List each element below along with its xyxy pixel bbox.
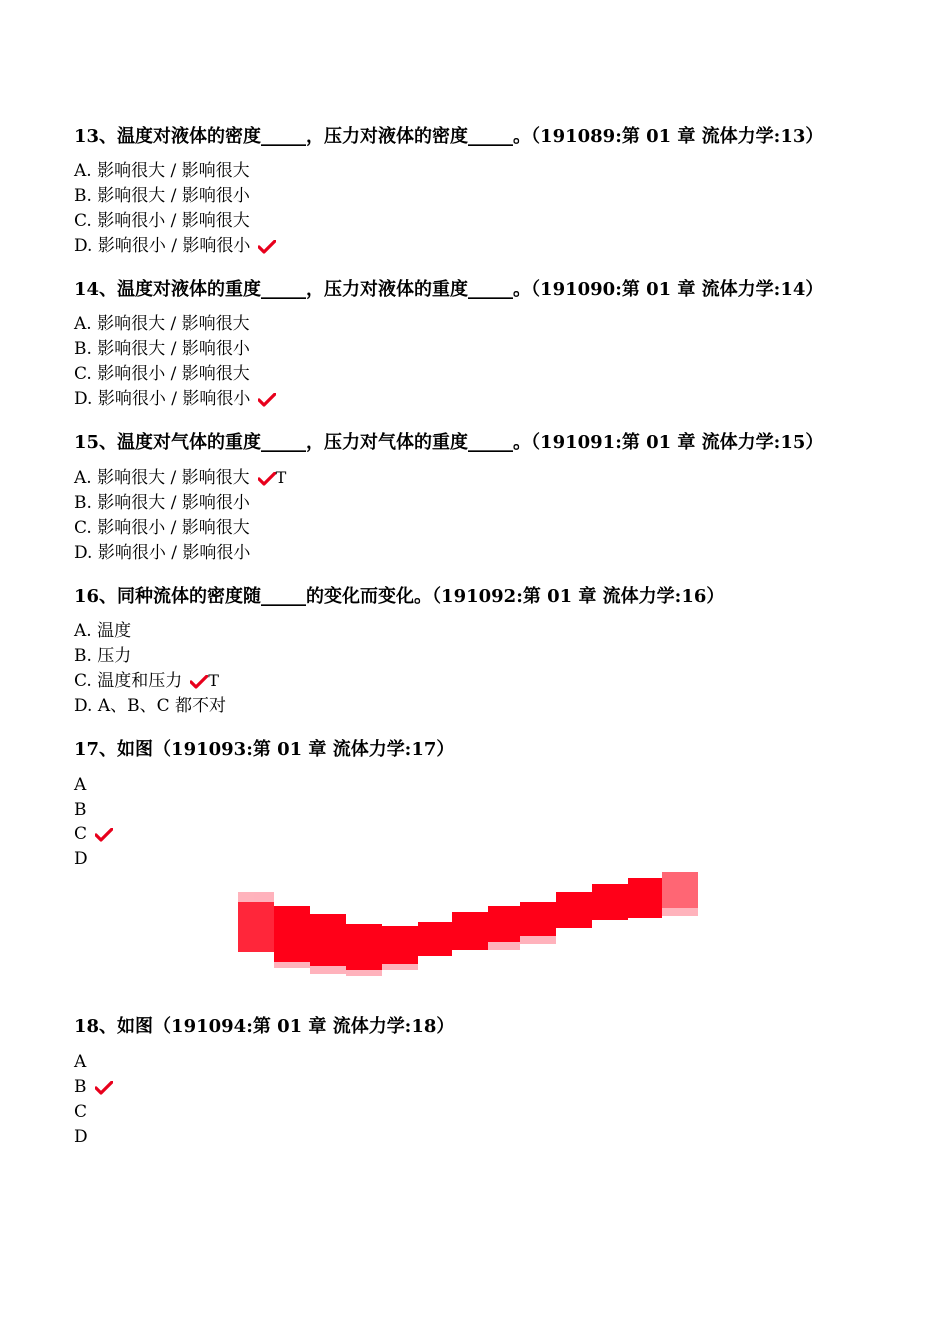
question-16-option-b bbox=[74, 644, 131, 668]
question-16-option-a bbox=[74, 619, 131, 643]
answer-mark: T bbox=[208, 671, 219, 690]
answer-mark: T bbox=[275, 468, 287, 487]
question-16-option-d bbox=[74, 694, 226, 718]
option-text: C bbox=[74, 824, 88, 844]
question-13-title: 13、温度对液体的密度_____，压力对液体的密度_____。（191089:第 01 章 流体力学:13） bbox=[74, 126, 824, 147]
question-17-option-c bbox=[74, 822, 113, 849]
option-text: D. 影响很小 / 影响很小 bbox=[74, 389, 251, 409]
option-text: D. A、B、C 都不对 bbox=[74, 696, 227, 716]
question-18-option-d bbox=[74, 1125, 88, 1149]
question-15-option-a bbox=[74, 466, 286, 493]
question-15-title: 15、温度对气体的重度_____，压力对气体的重度_____。（191091:第 01 章 流体力学:15） bbox=[74, 432, 824, 453]
question-17-option-a bbox=[74, 773, 86, 797]
red-checkmark-icon bbox=[258, 237, 276, 261]
question-14-option-c bbox=[74, 362, 250, 386]
option-text: C. 温度和压力 bbox=[74, 671, 183, 691]
question-14-option-b bbox=[74, 337, 250, 361]
question-18-title: 18、如图（191094:第 01 章 流体力学:18） bbox=[74, 1016, 455, 1037]
question-17-option-b bbox=[74, 798, 87, 822]
option-text: B. 压力 bbox=[74, 646, 132, 666]
red-checkmark-icon bbox=[258, 390, 276, 414]
option-text: B. 影响很大 / 影响很小 bbox=[74, 339, 250, 359]
option-text: C. 影响很小 / 影响很大 bbox=[74, 211, 250, 231]
option-text: B bbox=[74, 1077, 87, 1097]
question-13-option-c bbox=[74, 209, 250, 233]
option-text: D. 影响很小 / 影响很小 bbox=[74, 543, 251, 563]
option-text: B bbox=[74, 800, 87, 820]
question-13-option-b bbox=[74, 184, 250, 208]
red-checkmark-icon bbox=[95, 1078, 113, 1102]
question-16-option-c bbox=[74, 669, 219, 696]
option-text: D bbox=[74, 849, 88, 869]
option-text: C. 影响很小 / 影响很大 bbox=[74, 518, 250, 538]
question-15-option-b bbox=[74, 491, 250, 515]
red-checkmark-icon bbox=[190, 672, 208, 696]
option-text: B. 影响很大 / 影响很小 bbox=[74, 493, 250, 513]
option-text: D. 影响很小 / 影响很小 bbox=[74, 236, 251, 256]
option-text: D bbox=[74, 1127, 88, 1147]
option-text: A. 温度 bbox=[74, 621, 132, 641]
option-text: A bbox=[74, 775, 87, 795]
large-red-checkmark-icon bbox=[236, 870, 700, 982]
question-15-option-d bbox=[74, 541, 250, 565]
red-checkmark-icon bbox=[258, 469, 276, 493]
option-text: A bbox=[74, 1052, 87, 1072]
question-18-option-b bbox=[74, 1075, 113, 1102]
question-16-title: 16、同种流体的密度随_____的变化而变化。（191092:第 01 章 流体力学:16） bbox=[74, 586, 725, 607]
question-18-option-a bbox=[74, 1050, 86, 1074]
question-14-option-a bbox=[74, 312, 250, 336]
red-checkmark-icon bbox=[95, 825, 113, 849]
question-13-option-d bbox=[74, 234, 276, 261]
question-17-option-d bbox=[74, 847, 88, 871]
question-17-title: 17、如图（191093:第 01 章 流体力学:17） bbox=[74, 739, 455, 760]
option-text: C. 影响很小 / 影响很大 bbox=[74, 364, 250, 384]
question-14-option-d bbox=[74, 387, 276, 414]
option-text: A. 影响很大 / 影响很大 bbox=[74, 161, 250, 181]
option-text: A. 影响很大 / 影响很大 bbox=[74, 314, 250, 334]
question-13-option-a bbox=[74, 159, 250, 183]
question-15-option-c bbox=[74, 516, 250, 540]
option-text: C bbox=[74, 1102, 88, 1122]
question-14-title: 14、温度对液体的重度_____，压力对液体的重度_____。（191090:第 01 章 流体力学:14） bbox=[74, 279, 824, 300]
question-18-option-c bbox=[74, 1100, 87, 1124]
option-text: A. 影响很大 / 影响很大 bbox=[74, 468, 250, 488]
option-text: B. 影响很大 / 影响很小 bbox=[74, 186, 250, 206]
